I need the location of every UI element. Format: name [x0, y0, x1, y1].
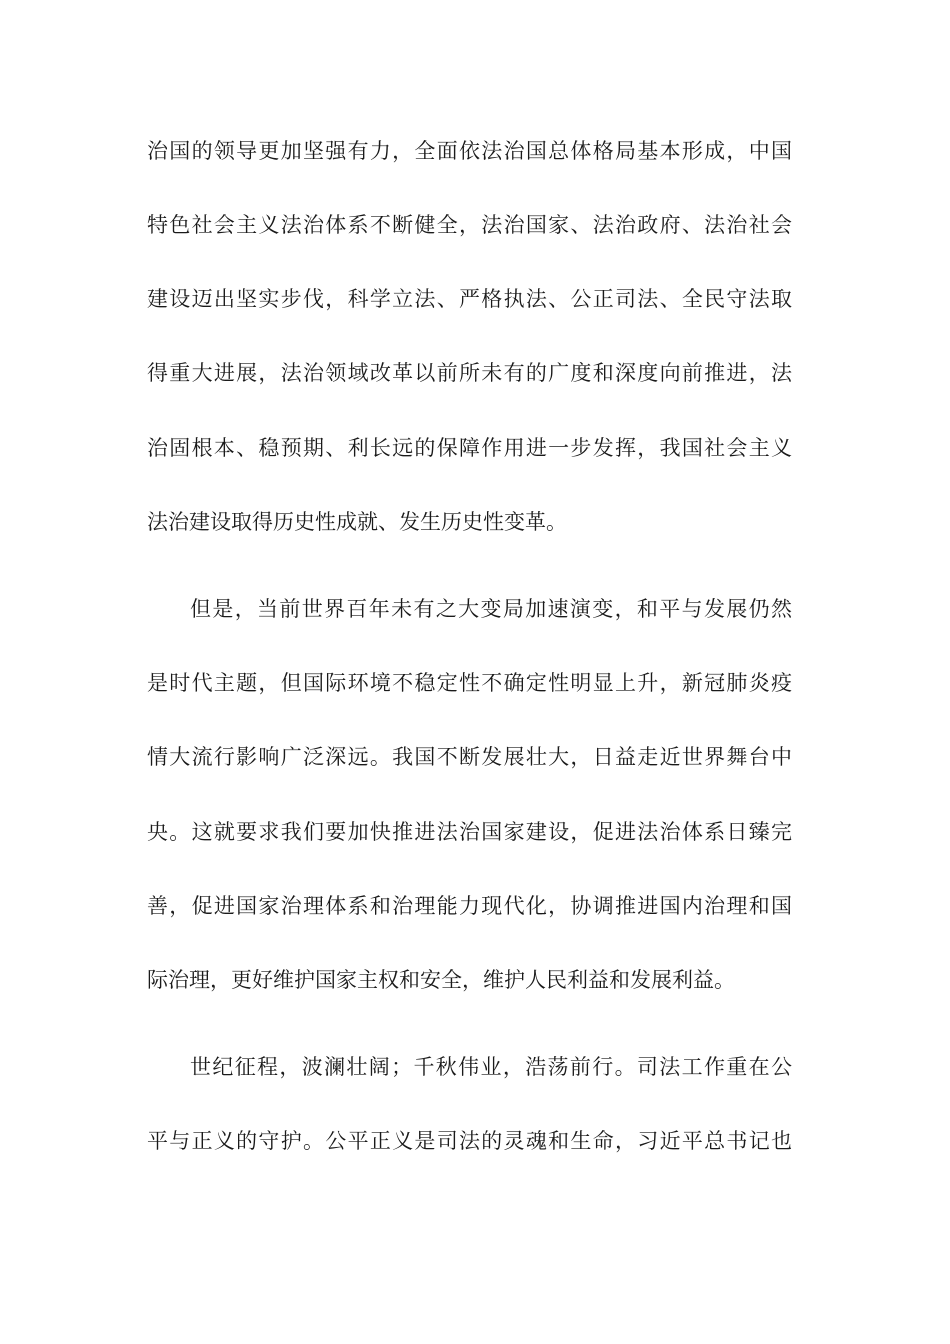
- paragraph-3-line-1: 世纪征程，波澜壮阔；千秋伟业，浩荡前行。司法工作重在公: [190, 1055, 792, 1079]
- paragraph-1-line-3: 建设迈出坚实步伐，科学立法、严格执法、公正司法、全民守法取: [147, 287, 792, 311]
- paragraph-1-line-5: 治固根本、稳预期、利长远的保障作用进一步发挥，我国社会主义: [147, 436, 792, 460]
- paragraph-2-line-3: 情大流行影响广泛深远。我国不断发展壮大，日益走近世界舞台中: [147, 745, 792, 769]
- paragraph-2-line-5: 善，促进国家治理体系和治理能力现代化，协调推进国内治理和国: [147, 894, 792, 918]
- paragraph-2-line-6: 际治理，更好维护国家主权和安全，维护人民利益和发展利益。: [147, 968, 735, 992]
- paragraph-1-line-2: 特色社会主义法治体系不断健全，法治国家、法治政府、法治社会: [147, 213, 792, 237]
- paragraph-2-line-2: 是时代主题，但国际环境不稳定性不确定性明显上升，新冠肺炎疫: [147, 671, 792, 695]
- paragraph-2-line-4: 央。这就要求我们要加快推进法治国家建设，促进法治体系日臻完: [147, 820, 792, 844]
- paragraph-2-line-1: 但是，当前世界百年未有之大变局加速演变，和平与发展仍然: [190, 597, 792, 621]
- paragraph-3-line-2: 平与正义的守护。公平正义是司法的灵魂和生命，习近平总书记也: [147, 1129, 792, 1153]
- paragraph-1-line-4: 得重大进展，法治领域改革以前所未有的广度和深度向前推进，法: [147, 361, 792, 385]
- paragraph-1-line-1: 治国的领导更加坚强有力，全面依法治国总体格局基本形成，中国: [147, 139, 792, 163]
- paragraph-1-line-6: 法治建设取得历史性成就、发生历史性变革。: [147, 510, 567, 534]
